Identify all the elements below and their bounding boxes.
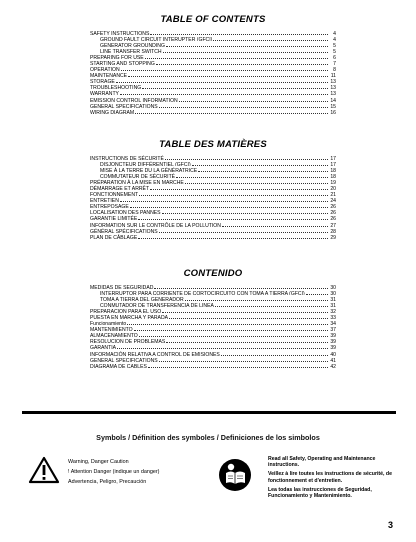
toc-entry <box>90 108 336 114</box>
toc-leader-dots <box>166 338 328 344</box>
toc-entry-page: 13 <box>330 91 336 97</box>
toc-entry-page: 18 <box>330 173 336 179</box>
toc-entry-page: 5 <box>333 48 336 54</box>
toc-leader-dots <box>139 332 328 338</box>
toc-leader-dots <box>130 203 328 209</box>
toc-entry-page: 8 <box>333 67 336 72</box>
toc-entry-label: GÉNÉRAL SPÉCIFICATIONS <box>90 228 158 234</box>
read-text-es: Lea todas las instrucciones de Seguridad, Funcionamiento y Mantenimiento. <box>268 486 372 500</box>
toc-leader-dots <box>142 84 328 90</box>
toc-entry-page: 29 <box>330 234 336 240</box>
toc-entry-page: 40 <box>330 351 336 357</box>
toc-entry-page: 28 <box>330 228 336 234</box>
toc-entry-page: 39 <box>330 345 336 351</box>
toc-entry-label: DIAGRAMA DE CABLES <box>90 363 147 369</box>
toc-leader-dots <box>127 320 328 326</box>
toc-leader-dots <box>198 166 328 172</box>
toc-entry-page: 16 <box>330 109 336 115</box>
toc-entry-page: 31 <box>330 302 336 308</box>
toc-entry-page: 17 <box>330 161 336 167</box>
toc-entry-label: INTERRUPTOR PARA CORRIENTE DE CORTOCIRCUITO CON TOMA A TIERRA (GFCI) <box>100 290 305 296</box>
symbols-heading: Symbols / Définition des symboles / Definiciones de los simbolos <box>96 433 320 442</box>
read-manual-icon <box>218 458 252 492</box>
toc-french <box>90 139 336 239</box>
toc-entry-page: 17 <box>330 155 336 161</box>
toc-entry-label: ALMACENAMIENTO <box>90 333 138 338</box>
toc-entry-label: EMISSION CONTROL INFORMATION <box>90 97 178 103</box>
toc-leader-dots <box>166 41 328 47</box>
toc-leader-dots <box>185 178 328 184</box>
toc-leader-dots <box>159 227 328 233</box>
toc-entry-page: 39 <box>330 339 336 344</box>
toc-leader-dots <box>156 59 328 65</box>
toc-entry-label: TROUBLESHOOTING <box>90 85 142 90</box>
toc-entry-page: 24 <box>330 198 336 203</box>
toc-entry-page: 30 <box>330 284 336 290</box>
read-manual-description <box>268 456 398 502</box>
toc-leader-dots <box>150 29 328 35</box>
toc-entry-page: 13 <box>330 85 336 90</box>
toc-entry-page: 4 <box>333 30 336 36</box>
toc-leader-dots <box>169 313 328 319</box>
toc-entry-label: PRÉPARATION À LA MISE EN MARCHE <box>90 179 184 185</box>
toc-entry-label: INSTRUCTIONS DE SÉCURITÉ <box>90 155 164 161</box>
toc-leader-dots <box>138 215 328 221</box>
toc-entry <box>90 233 336 239</box>
toc-entry-label: GARANTIA <box>90 345 117 351</box>
toc-entry <box>90 362 336 368</box>
toc-entry-label: LOCALISATION DES PANNES <box>90 210 161 215</box>
toc-entry-label: GENERAL SPECIFICATIONS <box>90 357 158 363</box>
toc-entry-page: 30 <box>330 290 336 296</box>
toc-entry-page: 15 <box>330 103 336 109</box>
toc-leader-dots <box>179 96 328 102</box>
toc-entry-label: STORAGE <box>90 79 115 84</box>
toc-entry-label: LINE TRANSFER SWITCH <box>100 48 162 54</box>
toc-entry-page: 20 <box>330 185 336 191</box>
toc-leader-dots <box>221 350 328 356</box>
toc-entry-label: MAINTENANCE <box>90 73 128 78</box>
toc-leader-dots <box>213 35 328 41</box>
toc-entry-label: PLAN DE CÂBLAGE <box>90 234 138 240</box>
toc-entry-page: 19 <box>330 179 336 185</box>
toc-entry-page: 26 <box>330 216 336 222</box>
toc-english-list <box>90 29 336 114</box>
toc-leader-dots <box>138 233 328 239</box>
warning-text-fr: ! Attention Danger (indique un danger) <box>68 468 160 475</box>
toc-entry-label: FONCTIONNEMENT <box>90 192 139 197</box>
toc-entry-label: PREPARACION PARA EL USO <box>90 308 162 314</box>
toc-entry-label: RESOLUCION DE PROBLEMAS <box>90 339 166 344</box>
toc-entry-page: 26 <box>330 204 336 209</box>
toc-entry-label: Funcionamiento <box>90 321 127 326</box>
toc-entry-page: 33 <box>330 314 336 320</box>
toc-entry-label: CONMUTADOR DE TRANSFERENCIA DE LINEA <box>100 302 214 308</box>
toc-entry-page: 18 <box>330 167 336 173</box>
toc-entry-label: GARANTIE LIMITÉE <box>90 216 138 222</box>
toc-leader-dots <box>192 160 328 166</box>
toc-entry-label: INFORMACIÓN RELATIVA A CONTROL DE EMISIONES <box>90 351 220 357</box>
toc-leader-dots <box>148 362 328 368</box>
toc-french-list <box>90 154 336 239</box>
toc-entry-page: 13 <box>330 79 336 84</box>
toc-entry-label: STARTING AND STOPPING <box>90 60 155 66</box>
toc-entry-page: 6 <box>333 54 336 60</box>
toc-entry-label: DISJONCTEUR DIFFÉRENTIEL (GFCI) <box>100 161 191 167</box>
toc-entry-label: MANTENIMIENTO <box>90 327 133 332</box>
toc-entry-label: ENTRETIEN <box>90 198 119 203</box>
toc-entry-page: 42 <box>330 363 336 369</box>
page-number: 3 <box>388 520 394 530</box>
toc-leader-dots <box>139 191 328 197</box>
toc-leader-dots <box>162 209 328 215</box>
toc-entry-label: INFORMATION SUR LE CONTRÔLE DE LA POLLUTION <box>90 222 221 228</box>
toc-leader-dots <box>135 108 328 114</box>
read-text-en: Read all Safety, Operating and Maintenance instructions. <box>268 456 376 469</box>
warning-description <box>68 459 188 485</box>
toc-entry-label: OPERATION <box>90 67 120 72</box>
toc-leader-dots <box>165 154 328 160</box>
toc-entry-page: 31 <box>330 296 336 302</box>
toc-entry-label: GENERAL SPECIFICATIONS <box>90 103 158 109</box>
toc-leader-dots <box>159 102 328 108</box>
toc-leader-dots <box>150 184 328 190</box>
toc-entry-label: MEDIDAS DE SEGURIDAD <box>90 284 154 290</box>
section-divider <box>22 411 396 414</box>
toc-entry-page: 37 <box>330 327 336 332</box>
toc-entry-label: WIRING DIAGRAM <box>90 109 135 115</box>
warning-text-en: Warning, Danger Caution <box>68 459 129 465</box>
toc-leader-dots <box>120 197 328 203</box>
toc-entry-label: GENERATOR GROUNDING <box>100 42 165 48</box>
toc-entry-page: 27 <box>330 222 336 228</box>
toc-spanish <box>90 268 336 368</box>
toc-leader-dots <box>145 53 328 59</box>
toc-leader-dots <box>163 47 328 53</box>
toc-french-title: TABLE DES MATIÈRES <box>159 139 267 150</box>
toc-entry-page: 41 <box>330 357 336 363</box>
toc-entry-label: TOMA A TIERRA DEL GENERADOR <box>100 296 184 302</box>
toc-leader-dots <box>134 326 328 332</box>
toc-entry-page: 32 <box>330 308 336 314</box>
toc-entry <box>90 283 336 289</box>
toc-entry-page: 11 <box>330 73 336 78</box>
toc-entry-page: 26 <box>330 210 336 215</box>
toc-entry-label: DÉMARRAGE ET ARRÊT <box>90 185 150 191</box>
toc-spanish-title: CONTENIDO <box>183 268 243 279</box>
toc-entry-label: ENTREPOSAGE <box>90 204 129 209</box>
toc-leader-dots <box>121 66 328 72</box>
toc-leader-dots <box>117 344 328 350</box>
toc-leader-dots <box>176 172 328 178</box>
toc-english <box>90 14 336 114</box>
toc-leader-dots <box>128 72 328 78</box>
toc-entry-label: PUESTA EN MARCHA Y PARADA <box>90 314 169 320</box>
toc-leader-dots <box>116 78 328 84</box>
toc-entry-label: PREPARING FOR USE <box>90 54 144 60</box>
toc-leader-dots <box>154 283 328 289</box>
toc-entry-label: SAFETY INSTRUCTIONS <box>90 30 150 36</box>
toc-entry-page: 14 <box>330 97 336 103</box>
toc-entry-label: GROUND FAULT CIRCUIT INTERUPTER (GFCI) <box>100 36 213 42</box>
warning-text-es: Advertencia, Peligro, Precaución <box>68 478 147 485</box>
toc-entry-label: WARRANTY <box>90 91 119 97</box>
toc-spanish-list <box>90 283 336 368</box>
toc-entry-page: 4 <box>333 36 336 42</box>
toc-leader-dots <box>162 307 328 313</box>
toc-entry-page: 7 <box>333 60 336 66</box>
toc-entry-label: COMMUTATEUR DE SÉCURITÉ <box>100 173 176 179</box>
toc-leader-dots <box>215 301 328 307</box>
read-text-fr: Veillez à lire toutes les instructions de sécurité, de fonctionnement et d'entretien. <box>268 471 392 484</box>
toc-entry-page: 5 <box>333 42 336 48</box>
warning-triangle-icon <box>28 456 60 484</box>
toc-english-title: TABLE OF CONTENTS <box>160 14 266 25</box>
toc-entry-page: 39 <box>330 333 336 338</box>
toc-entry-page: 21 <box>330 192 336 197</box>
toc-leader-dots <box>120 90 328 96</box>
toc-entry-page: 34 <box>330 321 336 326</box>
toc-entry-label: MISE À LA TERRE DU LA GÉNÉRATRICE <box>100 167 198 173</box>
toc-leader-dots <box>306 289 328 295</box>
toc-leader-dots <box>185 295 328 301</box>
toc-leader-dots <box>222 221 328 227</box>
toc-leader-dots <box>159 356 328 362</box>
